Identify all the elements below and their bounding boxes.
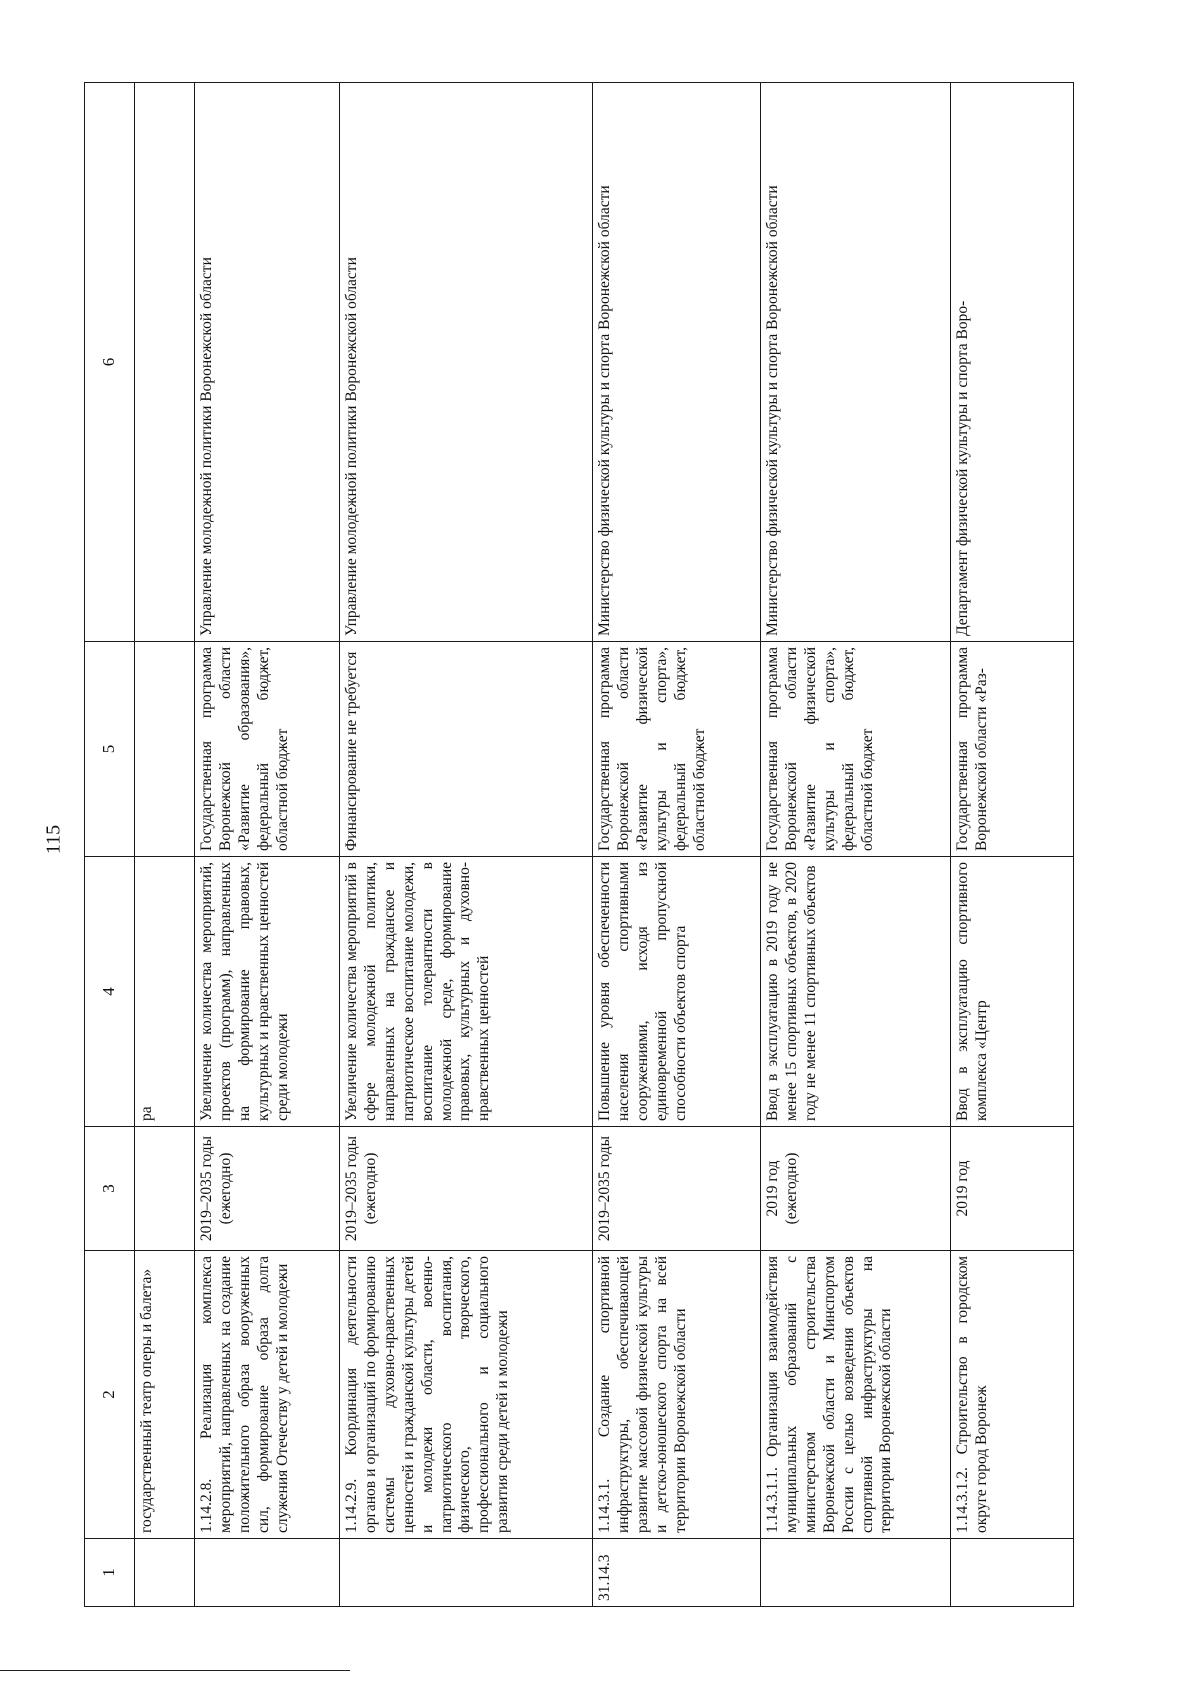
cell-activity: 1.14.2.8. Реализация комплекса мероприятий, направленных на создание положительного образа вооруженных сил, формирование образа долга служения Отечеству у детей и молодежи xyxy=(195,1251,340,1539)
cell-executor: Управление молодежной политики Воронежской области xyxy=(195,83,340,642)
cell-executor: Министерство физической культуры и спорта Воронежской области xyxy=(761,83,951,642)
cell-activity: 1.14.3.1. Создание спортивной инфраструктуры, обеспечивающей развитие массовой физической культуры и детско-юношеского спорта на всей территории Воронежской области xyxy=(593,1251,761,1539)
cell-activity: государственный театр оперы и балета» xyxy=(135,1251,195,1539)
cell-result: Ввод в эксплуатацию в 2019 году не менее 15 спортивных объектов, в 2020 году не менее 11 спортивных объектов xyxy=(761,857,951,1127)
rotated-table-wrapper xyxy=(84,82,1074,1607)
cell-number: 31.14.3 xyxy=(593,1539,761,1607)
cell-executor: Министерство физической культуры и спорта Воронежской области xyxy=(593,83,761,642)
table-row xyxy=(951,83,1074,1607)
cell-period: 2019–2035 годы xyxy=(593,1127,761,1251)
header-cell: 5 xyxy=(85,642,135,857)
cell-result: Увеличение количества мероприятий в сфере молодежной политики, направленных на гражданское и патриотическое воспитание молодежи, воспитание толерантности в молодежной среде, формирование правовых, культурных и духовно-нравственных ценностей xyxy=(340,857,593,1127)
cell-number xyxy=(761,1539,951,1607)
header-cell: 2 xyxy=(85,1251,135,1539)
cell-period: 2019 год (ежегодно) xyxy=(761,1127,951,1251)
table-row xyxy=(135,83,195,1607)
cell-funding: Государственная программа Воронежской области «Развитие физической культуры и спорта», федеральный бюджет, областной бюджет xyxy=(761,642,951,857)
cell-result: ра xyxy=(135,857,195,1127)
footer-rule xyxy=(0,1670,350,1671)
page-number: 115 xyxy=(42,824,65,855)
cell-number xyxy=(195,1539,340,1607)
data-table xyxy=(84,82,1074,1607)
cell-result: Повышение уровня обеспеченности населения спортивными сооружениями, исходя из единовременной пропускной способности объектов спорта xyxy=(593,857,761,1127)
cell-period: 2019–2035 годы (ежегодно) xyxy=(195,1127,340,1251)
header-cell: 4 xyxy=(85,857,135,1127)
cell-funding: Финансирование не требуется xyxy=(340,642,593,857)
cell-funding: Государственная программа Воронежской области «Развитие образования», федеральный бюджет, областной бюджет xyxy=(195,642,340,857)
header-cell: 1 xyxy=(85,1539,135,1607)
cell-activity: 1.14.3.1.2. Строительство в городском округе город Воронеж xyxy=(951,1251,1074,1539)
cell-number xyxy=(340,1539,593,1607)
cell-funding xyxy=(135,642,195,857)
cell-activity: 1.14.3.1.1. Организация взаимодействия муниципальных образований с министерством строительства Воронежской области и Минспортом России с целью возведения объектов спортивной инфраструктуры на территории Воронежской области xyxy=(761,1251,951,1539)
cell-executor: Департамент физической культуры и спорта Воро- xyxy=(951,83,1074,642)
table-row xyxy=(195,83,340,1607)
table-row xyxy=(761,83,951,1607)
cell-period: 2019 год xyxy=(951,1127,1074,1251)
cell-funding: Государственная программа Воронежской области «Раз- xyxy=(951,642,1074,857)
cell-result: Увеличение количества мероприятий, проектов (программ), направленных на формирование правовых, культурных и нравственных ценностей среди молодежи xyxy=(195,857,340,1127)
cell-funding: Государственная программа Воронежской области «Развитие физической культуры и спорта», федеральный бюджет, областной бюджет xyxy=(593,642,761,857)
cell-activity: 1.14.2.9. Координация деятельности органов и организаций по формированию системы духовно-нравственных ценностей и гражданской культуры детей и молодежи области, военно-патриотического воспитания, физического, творческого, профессионального и социального развития среди детей и молодежи xyxy=(340,1251,593,1539)
table-row xyxy=(340,83,593,1607)
cell-result: Ввод в эксплуатацию спортивного комплекса «Центр xyxy=(951,857,1074,1127)
cell-period xyxy=(135,1127,195,1251)
cell-number xyxy=(135,1539,195,1607)
cell-number xyxy=(951,1539,1074,1607)
cell-period: 2019–2035 годы (ежегодно) xyxy=(340,1127,593,1251)
table-row xyxy=(593,83,761,1607)
table-header-row xyxy=(85,83,135,1607)
header-cell: 3 xyxy=(85,1127,135,1251)
cell-executor xyxy=(135,83,195,642)
cell-executor: Управление молодежной политики Воронежской области xyxy=(340,83,593,642)
header-cell: 6 xyxy=(85,83,135,642)
